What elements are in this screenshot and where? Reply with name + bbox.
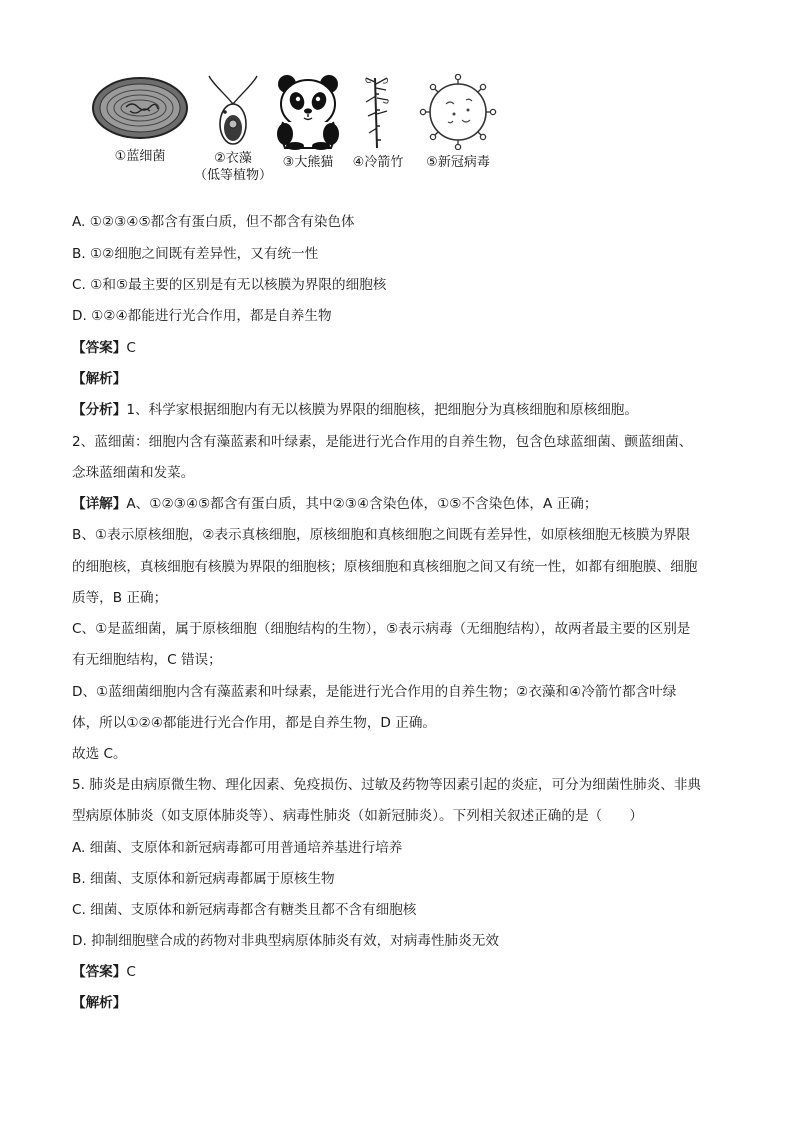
figure-item-coronavirus	[408, 74, 508, 171]
q4-fenxi-2b: 念珠蓝细菌和发菜。	[72, 465, 195, 481]
organism-figure	[88, 74, 508, 198]
q5-option-b: B. 细菌、支原体和新冠病毒都属于原核生物	[72, 871, 335, 887]
figure-item-cyanobacteria	[88, 74, 192, 165]
figure-item-chlamydomonas	[190, 74, 276, 184]
detail-tag: 【详解】	[72, 496, 127, 512]
answer-tag: 【答案】	[72, 340, 127, 356]
q5-answer-line	[72, 962, 136, 982]
q4-detail-c1: C、①是蓝细菌，属于原核细胞（细胞结构的生物），⑤表示病毒（无细胞结构），故两者最主要的区别是	[72, 621, 691, 637]
q4-option-b: B. ①②细胞之间既有差异性，又有统一性	[72, 246, 319, 262]
caption-cyanobacteria: ①蓝细菌	[114, 149, 166, 164]
q4-fenxi-2a: 2、蓝细菌：细胞内含有藻蓝素和叶绿素，是能进行光合作用的自养生物，包含色球蓝细菌、颤蓝细菌、	[72, 434, 693, 450]
q4-option-c: C. ①和⑤最主要的区别是有无以核膜为界限的细胞核	[72, 277, 387, 293]
q4-detail-d1: D、①蓝细菌细胞内含有藻蓝素和叶绿素，是能进行光合作用的自养生物；②衣藻和④冷箭竹都含叶绿	[72, 684, 677, 700]
caption-bamboo: ④冷箭竹	[352, 155, 404, 170]
q4-option-d: D. ①②④都能进行光合作用，都是自养生物	[72, 308, 332, 324]
q5-option-c: C. 细菌、支原体和新冠病毒都含有糖类且都不含有细胞核	[72, 902, 417, 918]
q4-answer-line	[72, 338, 136, 358]
figure-item-bamboo	[346, 74, 410, 171]
q4-detail-a	[72, 494, 597, 514]
q4-detail-d2: 体，所以①②④都能进行光合作用，都是自养生物，D 正确。	[72, 715, 437, 731]
answer-tag: 【答案】	[72, 964, 127, 980]
q4-detail-c2: 有无细胞结构，C 错误；	[72, 652, 222, 668]
q5-option-d: D. 抑制细胞壁合成的药物对非典型病原体肺炎有效，对病毒性肺炎无效	[72, 933, 499, 949]
caption-panda: ③大熊猫	[282, 155, 334, 170]
q4-option-a: A. ①②③④⑤都含有蛋白质，但不都含有染色体	[72, 214, 355, 230]
bamboo-icon	[363, 74, 393, 150]
caption-chlamydomonas-note: （低等植物）	[193, 168, 272, 183]
q4-detail-b2: 的细胞核，真核细胞有核膜为界限的细胞核；原核细胞和真核细胞之间又有统一性，如都有细胞膜、细胞	[72, 559, 698, 575]
q5-option-a: A. 细菌、支原体和新冠病毒都可用普通培养基进行培养	[72, 840, 403, 856]
cyanobacteria-icon	[90, 74, 190, 142]
chlamydomonas-icon	[203, 74, 263, 150]
panda-icon	[275, 74, 341, 150]
q5-stem-2: 型病原体肺炎（如支原体肺炎等）、病毒性肺炎（如新冠肺炎）。下列相关叙述正确的是（ ）	[72, 808, 643, 824]
fenxi-tag: 【分析】	[72, 402, 127, 418]
q5-stem-1: 5. 肺炎是由病原微生物、理化因素、免疫损伤、过敏及药物等因素引起的炎症，可分为细菌性肺炎、非典	[72, 777, 702, 793]
q4-analysis-heading: 【解析】	[72, 371, 127, 387]
q4-choose: 故选 C。	[72, 746, 127, 762]
detail-text-a: A、①②③④⑤都含有蛋白质，其中②③④含染色体，①⑤不含染色体，A 正确；	[126, 496, 598, 512]
q4-detail-b3: 质等，B 正确；	[72, 590, 168, 606]
q4-detail-b1: B、①表示原核细胞，②表示真核细胞，原核细胞和真核细胞之间既有差异性，如原核细胞无核膜为界限	[72, 527, 691, 543]
answer-value: C	[126, 340, 136, 356]
fenxi-text-1: 1、科学家根据细胞内有无以核膜为界限的细胞核，把细胞分为真核细胞和原核细胞。	[126, 402, 638, 418]
q5-analysis-heading: 【解析】	[72, 995, 127, 1011]
q4-fenxi-1	[72, 400, 638, 420]
caption-chlamydomonas: ②衣藻	[214, 151, 252, 166]
answer-value: C	[126, 964, 136, 980]
caption-coronavirus: ⑤新冠病毒	[426, 155, 490, 170]
figure-item-panda	[270, 74, 346, 171]
coronavirus-icon	[418, 74, 498, 150]
